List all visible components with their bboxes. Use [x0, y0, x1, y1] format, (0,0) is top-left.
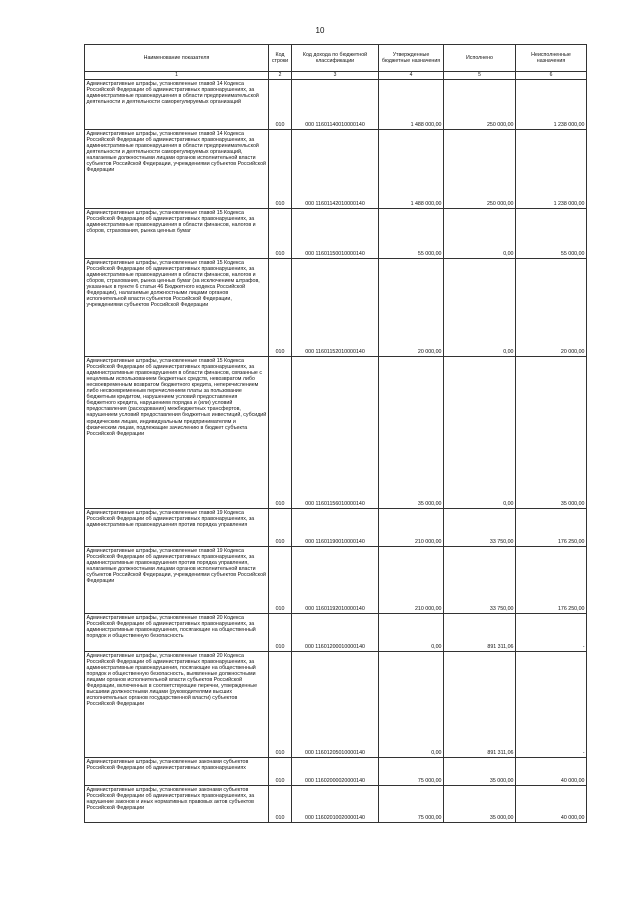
line-code-cell: 010: [269, 614, 292, 652]
header-unexecuted: Неисполненные назначения: [516, 45, 587, 72]
executed-cell: 35 000,00: [444, 786, 516, 823]
approved-cell: 210 000,00: [379, 547, 444, 614]
executed-cell: 33 750,00: [444, 509, 516, 547]
unexecuted-cell: 55 000,00: [516, 209, 587, 259]
column-number: 4: [379, 72, 444, 80]
line-code-cell: 010: [269, 786, 292, 823]
executed-cell: 35 000,00: [444, 758, 516, 786]
approved-cell: 75 000,00: [379, 758, 444, 786]
income-code-cell: 000 11601140010000140: [292, 80, 379, 130]
income-code-cell: 000 11601190010000140: [292, 509, 379, 547]
unexecuted-cell: 40 000,00: [516, 758, 587, 786]
table-row: [85, 357, 587, 509]
approved-cell: 1 488 000,00: [379, 130, 444, 209]
table-row: [85, 614, 587, 652]
indicator-name-cell: Административные штрафы, установленные главой 15 Кодекса Российской Федерации об административных правонарушениях, за административные правонарушения в области финансов, налогов и сборов, страхования, рынка ценных бумаг (за исключением штрафов, указанных в пункте 6 статьи 46 Бюджетного кодекса Российской Федерации), налагаемые должностными лицами органов исполнительной власти субъектов Российской Федерации, учреждениями субъектов Российской Федерации: [85, 259, 269, 357]
indicator-name-cell: Административные штрафы, установленные главой 14 Кодекса Российской Федерации об административных правонарушениях, за административные правонарушения в области предпринимательской деятельности и деятельности саморегулируемых организаций: [85, 80, 269, 130]
unexecuted-cell: 1 238 000,00: [516, 80, 587, 130]
table-row: [85, 652, 587, 758]
column-number: 6: [516, 72, 587, 80]
line-code-cell: 010: [269, 509, 292, 547]
unexecuted-cell: -: [516, 614, 587, 652]
table-row: [85, 509, 587, 547]
indicator-name-cell: Административные штрафы, установленные главой 19 Кодекса Российской Федерации об административных правонарушениях, за административные правонарушения против порядка управления: [85, 509, 269, 547]
header-approved: Утвержденные бюджетные назначения: [379, 45, 444, 72]
approved-cell: 55 000,00: [379, 209, 444, 259]
executed-cell: 0,00: [444, 209, 516, 259]
column-number: 1: [85, 72, 269, 80]
line-code-cell: 010: [269, 209, 292, 259]
executed-cell: 250 000,00: [444, 80, 516, 130]
executed-cell: 0,00: [444, 357, 516, 509]
line-code-cell: 010: [269, 259, 292, 357]
header-income-code: Код дохода по бюджетной классификации: [292, 45, 379, 72]
table-row: [85, 758, 587, 786]
line-code-cell: 010: [269, 357, 292, 509]
line-code-cell: 010: [269, 547, 292, 614]
executed-cell: 891 311,06: [444, 614, 516, 652]
unexecuted-cell: 35 000,00: [516, 357, 587, 509]
unexecuted-cell: 1 238 000,00: [516, 130, 587, 209]
unexecuted-cell: -: [516, 652, 587, 758]
unexecuted-cell: 40 000,00: [516, 786, 587, 823]
table-header-row: [85, 45, 587, 72]
approved-cell: 1 488 000,00: [379, 80, 444, 130]
indicator-name-cell: Административные штрафы, установленные главой 20 Кодекса Российской Федерации об административных правонарушениях, за административные правонарушения, посягающие на общественный порядок и общественную безопасность: [85, 614, 269, 652]
indicator-name-cell: Административные штрафы, установленные главой 14 Кодекса Российской Федерации об административных правонарушениях, за административные правонарушения в области предпринимательской деятельности и деятельности саморегулируемых организаций, налагаемые должностными лицами органов исполнительной власти субъектов Российской Федерации, учреждениями субъектов Российской Федерации: [85, 130, 269, 209]
page-number: 10: [315, 26, 325, 35]
line-code-cell: 010: [269, 130, 292, 209]
executed-cell: 0,00: [444, 259, 516, 357]
income-code-cell: 000 11601156010000140: [292, 357, 379, 509]
indicator-name-cell: Административные штрафы, установленные главой 15 Кодекса Российской Федерации об административных правонарушениях, за административные правонарушения в области финансов, связанные с нецелевым использованием бюджетных средств, невозвратом либо несвоевременным возвратом бюджетного кредита, неперечислением либо несвоевременным перечислением платы за пользование бюджетным кредитом, нарушением условий предоставления бюджетного кредита, нарушением порядка и (или) условий предоставления (расходования) межбюджетных трансфертов, нарушением условий предоставления бюджетных инвестиций, субсидий юридическим лицам, индивидуальным предпринимателям и физическим лицам, подлежащие зачислению в бюджет субъекта Российской Федерации: [85, 357, 269, 509]
column-number: 5: [444, 72, 516, 80]
column-number: 3: [292, 72, 379, 80]
income-code-cell: 000 11601152010000140: [292, 259, 379, 357]
unexecuted-cell: 176 250,00: [516, 509, 587, 547]
income-code-cell: 000 11601200010000140: [292, 614, 379, 652]
income-code-cell: 000 11601142010000140: [292, 130, 379, 209]
unexecuted-cell: 176 250,00: [516, 547, 587, 614]
approved-cell: 75 000,00: [379, 786, 444, 823]
executed-cell: 250 000,00: [444, 130, 516, 209]
line-code-cell: 010: [269, 758, 292, 786]
table-row: [85, 547, 587, 614]
line-code-cell: 010: [269, 652, 292, 758]
executed-cell: 891 311,06: [444, 652, 516, 758]
income-code-cell: 000 11602010020000140: [292, 786, 379, 823]
approved-cell: 0,00: [379, 652, 444, 758]
income-code-cell: 000 11601192010000140: [292, 547, 379, 614]
unexecuted-cell: 20 000,00: [516, 259, 587, 357]
table-row: [85, 786, 587, 823]
income-code-cell: 000 11601150010000140: [292, 209, 379, 259]
indicator-name-cell: Административные штрафы, установленные главой 19 Кодекса Российской Федерации об административных правонарушениях, за административные правонарушения против порядка управления, налагаемые должностными лицами органов исполнительной власти субъектов Российской Федерации, учреждениями субъектов Российской Федерации: [85, 547, 269, 614]
income-code-cell: 000 11602000020000140: [292, 758, 379, 786]
executed-cell: 33 750,00: [444, 547, 516, 614]
approved-cell: 210 000,00: [379, 509, 444, 547]
approved-cell: 0,00: [379, 614, 444, 652]
column-number-row: [85, 72, 587, 80]
indicator-name-cell: Административные штрафы, установленные законами субъектов Российской Федерации об административных правонарушениях, за нарушение законов и иных нормативных правовых актов субъектов Российской Федерации: [85, 786, 269, 823]
header-executed: Исполнено: [444, 45, 516, 72]
line-code-cell: 010: [269, 80, 292, 130]
indicator-name-cell: Административные штрафы, установленные главой 20 Кодекса Российской Федерации об административных правонарушениях, за административные правонарушения, посягающие на общественный порядок и общественную безопасность, выявленные должностными лицами органов исполнительной власти субъектов Российской Федерации, включенных в соответствующие перечни, утвержденные высшими должностными лицами (руководителями высших исполнительных органов государственной власти) субъектов Российской Федерации: [85, 652, 269, 758]
header-indicator-name: Наименование показателя: [85, 45, 269, 72]
header-line-code: Код строки: [269, 45, 292, 72]
column-number: 2: [269, 72, 292, 80]
approved-cell: 35 000,00: [379, 357, 444, 509]
table-row: [85, 130, 587, 209]
approved-cell: 20 000,00: [379, 259, 444, 357]
table-row: [85, 80, 587, 130]
table-row: [85, 209, 587, 259]
table-row: [85, 259, 587, 357]
indicator-name-cell: Административные штрафы, установленные законами субъектов Российской Федерации об административных правонарушениях: [85, 758, 269, 786]
indicator-name-cell: Административные штрафы, установленные главой 15 Кодекса Российской Федерации об административных правонарушениях, за административные правонарушения в области финансов, налогов и сборов, страхования, рынка ценных бумаг: [85, 209, 269, 259]
budget-execution-table: [84, 44, 587, 823]
income-code-cell: 000 11601205010000140: [292, 652, 379, 758]
